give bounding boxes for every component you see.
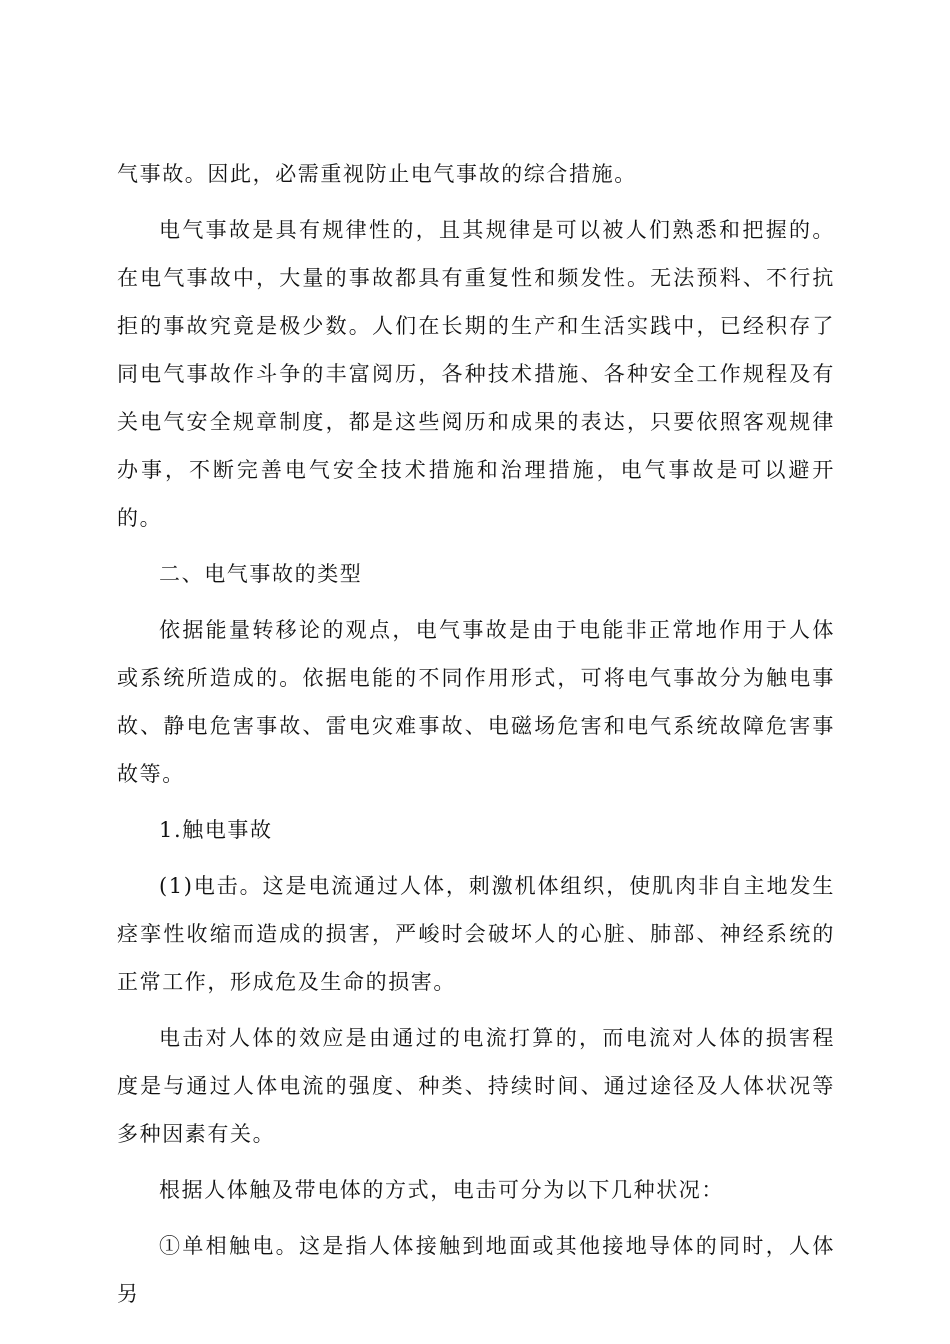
paragraph-electric-shock: (1)电击。这是电流通过人体，刺激机体组织，使肌肉非自主地发生痉挛性收缩而造成的损害，严峻时会破坏人的心脏、肺部、神经系统的正常工作，形成危及生命的损害。 xyxy=(117,874,835,994)
paragraph-shock-effects: 电击对人体的效应是由通过的电流打算的，而电流对人体的损害程度是与通过人体电流的强度、种类、持续时间、通过途径及人体状况等多种因素有关。 xyxy=(117,1026,835,1146)
paragraph-shock-classification: 根据人体触及带电体的方式，电击可分为以下几种状况： xyxy=(159,1178,724,1202)
subsection-heading-electric-shock-accident: 1.触电事故 xyxy=(159,818,273,842)
paragraph-continuation: 气事故。因此，必需重视防止电气事故的综合措施。 xyxy=(117,162,637,186)
document-body xyxy=(117,150,835,1318)
section-heading-accident-types: 二、电气事故的类型 xyxy=(159,562,363,586)
paragraph-electrical-accident-regularity: 电气事故是具有规律性的，且其规律是可以被人们熟悉和把握的。在电气事故中，大量的事故都具有重复性和频发性。无法预料、不行抗拒的事故究竟是极少数。人们在长期的生产和生活实践中，已经积存了同电气事故作斗争的丰富阅历，各种技术措施、各种安全工作规程及有关电气安全规章制度，都是这些阅历和成果的表达，只要依照客观规律办事，不断完善电气安全技术措施和治理措施，电气事故是可以避开的。 xyxy=(117,218,835,530)
paragraph-energy-transfer: 依据能量转移论的观点，电气事故是由于电能非正常地作用于人体或系统所造成的。依据电能的不同作用形式，可将电气事故分为触电事故、静电危害事故、雷电灾难事故、电磁场危害和电气系统故障危害事故等。 xyxy=(117,618,835,786)
paragraph-single-phase-contact: ①单相触电。这是指人体接触到地面或其他接地导体的同时，人体另 xyxy=(117,1234,835,1306)
